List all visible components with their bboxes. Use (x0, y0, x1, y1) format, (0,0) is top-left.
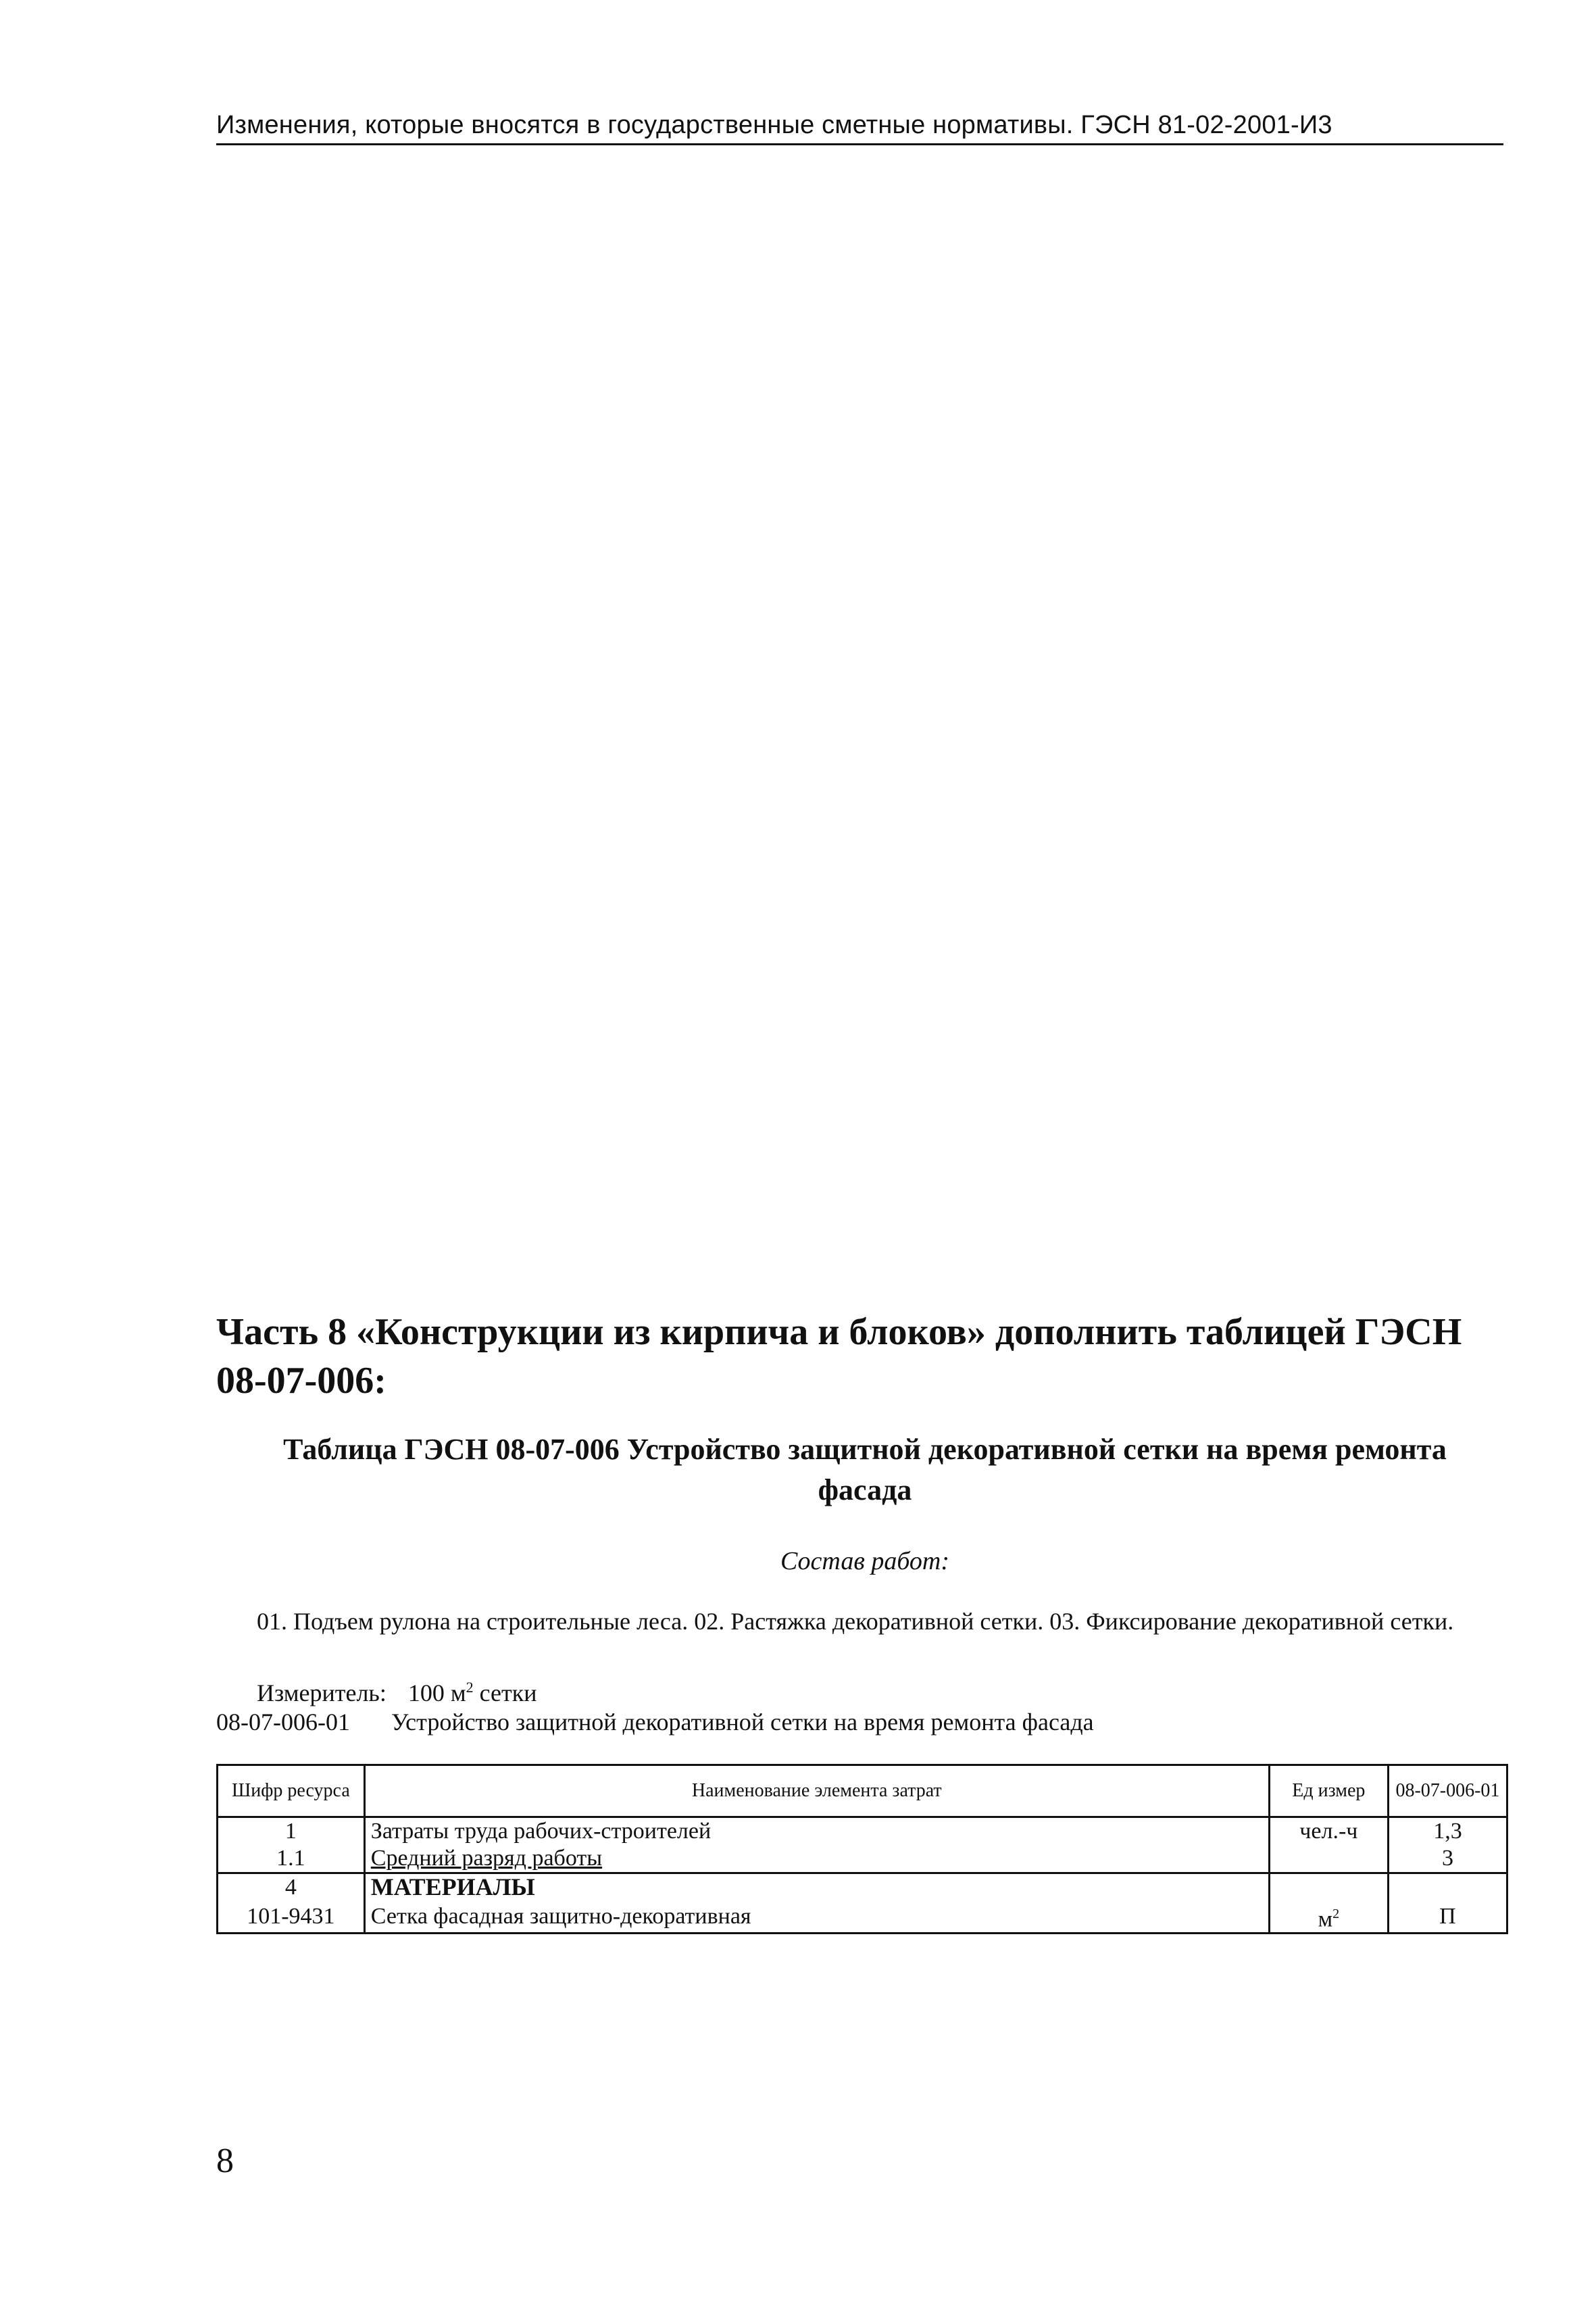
header-unit: Ед измер (1269, 1765, 1388, 1817)
row-value: 1,3 (1388, 1817, 1507, 1846)
row-unit-text: м (1318, 1906, 1333, 1932)
row-code: 4 (218, 1873, 365, 1902)
header-code: Шифр ресурса (218, 1765, 365, 1817)
row-name: Затраты труда рабочих-строителей (364, 1817, 1269, 1846)
composition-heading: Состав работ: (780, 1547, 950, 1575)
row-name (364, 1845, 1269, 1873)
meter-line (257, 1672, 537, 1708)
meter-exponent: 2 (466, 1679, 474, 1696)
header-value: 08-07-006-01 (1388, 1765, 1507, 1817)
row-value: 3 (1388, 1845, 1507, 1873)
header-rule (216, 143, 1503, 145)
running-header: Изменения, которые вносятся в государственные сметные нормативы. ГЭСН 81-02-2001-И3 (216, 111, 1332, 139)
table-row (218, 1901, 1507, 1934)
table-row (218, 1845, 1507, 1873)
row-unit (1269, 1901, 1388, 1934)
page-number: 8 (216, 2142, 234, 2180)
meter-value: 100 м (407, 1679, 466, 1706)
norm-code: 08-07-006-01 (216, 1708, 350, 1736)
row-code: 101-9431 (218, 1901, 365, 1934)
header-name: Наименование элемента затрат (364, 1765, 1269, 1817)
norm-name: Устройство защитной декоративной сетки на время ремонта фасада (391, 1708, 1094, 1736)
section-label-materials: МАТЕРИАЛЫ (370, 1873, 535, 1900)
row-name-text: Средний разряд работы (370, 1846, 603, 1871)
row-value (1388, 1873, 1507, 1902)
table-row (218, 1817, 1507, 1846)
row-unit: чел.-ч (1269, 1817, 1388, 1846)
row-code: 1 (218, 1817, 365, 1846)
meter-suffix: сетки (479, 1679, 537, 1706)
row-unit-exponent: 2 (1332, 1906, 1340, 1921)
section-title: Часть 8 «Конструкции из кирпича и блоков» дополнить таблицей ГЭСН 08-07-006: (216, 1311, 1462, 1402)
row-value: П (1388, 1901, 1507, 1934)
table-header-row (218, 1765, 1507, 1817)
meter-label: Измеритель: (257, 1679, 386, 1706)
table-title-line-1: Таблица ГЭСН 08-07-006 Устройство защитной декоративной сетки на время ремонта (283, 1433, 1447, 1466)
table-row (218, 1873, 1507, 1902)
row-unit (1269, 1845, 1388, 1873)
table-title (216, 1429, 1514, 1510)
resource-table (216, 1764, 1508, 1934)
row-name: Сетка фасадная защитно-декоративная (364, 1901, 1269, 1934)
row-code: 1.1 (218, 1845, 365, 1873)
row-unit (1269, 1873, 1388, 1902)
work-steps-text: 01. Подъем рулона на строительные леса. 02. Растяжка декоративной сетки. 03. Фиксирование декоративной сетки. (257, 1608, 1454, 1635)
norm-line (216, 1706, 1094, 1738)
row-name (364, 1873, 1269, 1902)
table-title-line-2: фасада (818, 1473, 912, 1506)
